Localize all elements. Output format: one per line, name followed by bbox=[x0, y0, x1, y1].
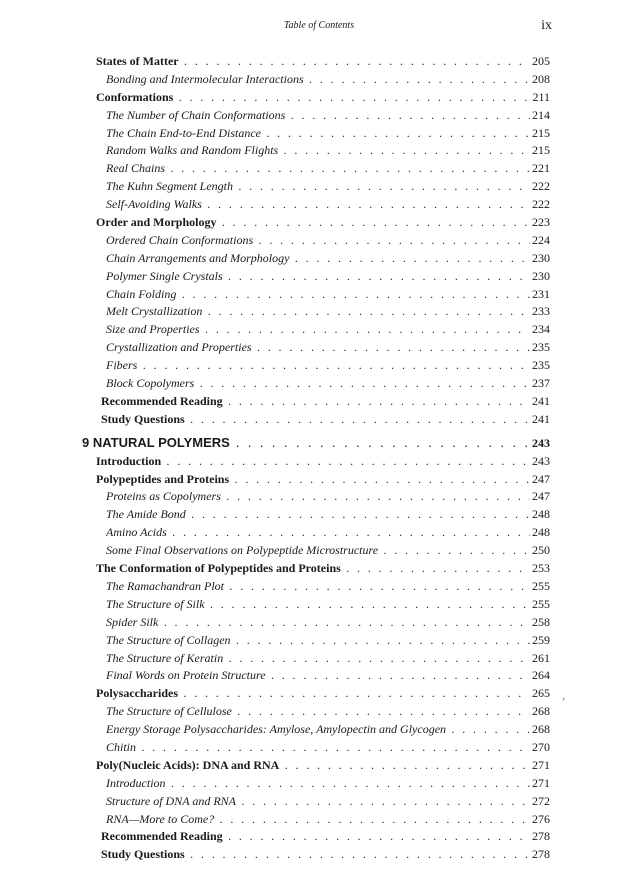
toc-entry-page: 230 bbox=[532, 268, 550, 283]
toc-entry-page: 223 bbox=[532, 215, 550, 230]
toc-entry-page: 231 bbox=[532, 286, 550, 301]
toc-entry[interactable] bbox=[0, 53, 638, 71]
toc-entry-label: The Conformation of Polypeptides and Proteins . . . bbox=[96, 560, 530, 578]
toc-entry-page: 278 bbox=[532, 829, 550, 844]
toc-entry[interactable] bbox=[0, 811, 638, 829]
toc-entry-label: Study Questions . . . bbox=[101, 411, 530, 429]
toc-entry-page: 255 bbox=[532, 596, 550, 611]
toc-entry-page: 237 bbox=[532, 376, 550, 391]
toc-entry-label: The Ramachandran Plot . . . bbox=[106, 578, 530, 596]
toc-entry-label: Chain Folding . . . bbox=[106, 286, 530, 304]
toc-entry-page: 255 bbox=[532, 578, 550, 593]
toc-entry-label: The Structure of Collagen . . . bbox=[106, 632, 530, 650]
toc-entry[interactable] bbox=[0, 142, 638, 160]
toc-entry-page: 243 bbox=[532, 435, 550, 450]
toc-entry[interactable] bbox=[0, 721, 638, 739]
toc-entry-page: 268 bbox=[532, 704, 550, 719]
toc-entry-label: Poly(Nucleic Acids): DNA and RNA . . . bbox=[96, 757, 530, 775]
toc-entry[interactable] bbox=[0, 596, 638, 614]
toc-entry[interactable] bbox=[0, 650, 638, 668]
toc-entry-label: Some Final Observations on Polypeptide Microstructure . . . bbox=[106, 542, 530, 560]
toc-entry[interactable] bbox=[0, 393, 638, 411]
toc-entry[interactable] bbox=[0, 321, 638, 339]
toc-entry-label: Fibers . . . bbox=[106, 357, 530, 375]
toc-entry[interactable] bbox=[0, 846, 638, 864]
toc-entry-label: Block Copolymers . . . bbox=[106, 375, 530, 393]
toc-entry[interactable] bbox=[0, 232, 638, 250]
toc-entry-label: Polymer Single Crystals . . . bbox=[106, 268, 530, 286]
toc-entry-label: Size and Properties . . . bbox=[106, 321, 530, 339]
toc-entry[interactable] bbox=[0, 703, 638, 721]
toc-entry-label: Polypeptides and Proteins . . . bbox=[96, 471, 530, 489]
toc-entry[interactable] bbox=[0, 214, 638, 232]
toc-entry[interactable] bbox=[0, 775, 638, 793]
toc-entry-label: Amino Acids . . . bbox=[106, 524, 530, 542]
toc-entry-label: Final Words on Protein Structure . . . bbox=[106, 667, 530, 685]
toc-entry-label: Ordered Chain Conformations . . . bbox=[106, 232, 530, 250]
toc-entry[interactable] bbox=[0, 178, 638, 196]
toc-entry-label: RNA—More to Come? . . . bbox=[106, 811, 530, 829]
toc-entry-label: Recommended Reading . . . bbox=[101, 393, 530, 411]
table-of-contents bbox=[0, 53, 638, 864]
toc-entry[interactable] bbox=[0, 488, 638, 506]
toc-entry-page: 222 bbox=[532, 179, 550, 194]
toc-entry-page: 241 bbox=[532, 393, 550, 408]
toc-entry-page: 261 bbox=[532, 650, 550, 665]
toc-entry-page: 230 bbox=[532, 250, 550, 265]
toc-entry-page: 235 bbox=[532, 340, 550, 355]
toc-entry-label: Self-Avoiding Walks . . . bbox=[106, 196, 530, 214]
running-title: Table of Contents bbox=[283, 20, 355, 31]
toc-entry-label: Structure of DNA and RNA . . . bbox=[106, 793, 530, 811]
toc-entry[interactable] bbox=[0, 614, 638, 632]
toc-entry-label: Introduction . . . bbox=[96, 453, 530, 471]
toc-entry-label: Crystallization and Properties . . . bbox=[106, 339, 530, 357]
toc-entry-page: 235 bbox=[532, 358, 550, 373]
toc-entry-page: 250 bbox=[532, 543, 550, 558]
toc-entry-page: 270 bbox=[532, 739, 550, 754]
toc-entry-page: 211 bbox=[532, 89, 550, 104]
toc-entry-page: 221 bbox=[532, 161, 550, 176]
toc-entry[interactable] bbox=[0, 524, 638, 542]
toc-entry-page: 265 bbox=[532, 686, 550, 701]
toc-entry[interactable] bbox=[0, 506, 638, 524]
toc-entry-label: States of Matter . . . bbox=[96, 53, 530, 71]
toc-entry[interactable] bbox=[0, 471, 638, 489]
toc-entry-page: 278 bbox=[532, 847, 550, 862]
toc-entry-page: 248 bbox=[532, 507, 550, 522]
toc-entry[interactable] bbox=[0, 89, 638, 107]
toc-entry-label: Energy Storage Polysaccharides: Amylose, Amylopectin and Glycogen . . . bbox=[106, 721, 530, 739]
toc-entry[interactable] bbox=[0, 160, 638, 178]
toc-entry-page: 241 bbox=[532, 411, 550, 426]
toc-entry[interactable] bbox=[0, 339, 638, 357]
toc-entry-label: Chain Arrangements and Morphology . . . bbox=[106, 250, 530, 268]
toc-entry[interactable] bbox=[0, 578, 638, 596]
toc-entry[interactable] bbox=[0, 196, 638, 214]
toc-entry-page: 268 bbox=[532, 722, 550, 737]
toc-entry-label: Random Walks and Random Flights . . . bbox=[106, 142, 530, 160]
stray-mark: ’ bbox=[562, 697, 566, 708]
toc-entry-page: 215 bbox=[532, 143, 550, 158]
toc-entry-label: Recommended Reading . . . bbox=[101, 828, 530, 846]
toc-entry-label: Melt Crystallization . . . bbox=[106, 303, 530, 321]
toc-entry[interactable] bbox=[0, 453, 638, 471]
toc-entry-label: The Kuhn Segment Length . . . bbox=[106, 178, 530, 196]
toc-entry[interactable] bbox=[0, 303, 638, 321]
toc-entry[interactable] bbox=[0, 632, 638, 650]
toc-entry-label: Real Chains . . . bbox=[106, 160, 530, 178]
toc-entry-label: Order and Morphology . . . bbox=[96, 214, 530, 232]
toc-entry[interactable] bbox=[0, 375, 638, 393]
toc-entry[interactable] bbox=[0, 685, 638, 703]
toc-entry[interactable] bbox=[0, 757, 638, 775]
toc-entry[interactable] bbox=[0, 125, 638, 143]
toc-chapter[interactable] bbox=[0, 433, 638, 453]
toc-entry[interactable] bbox=[0, 71, 638, 89]
toc-entry-page: 271 bbox=[532, 757, 550, 772]
toc-entry-page: 276 bbox=[532, 811, 550, 826]
toc-entry[interactable] bbox=[0, 739, 638, 757]
toc-entry[interactable] bbox=[0, 268, 638, 286]
toc-entry-page: 271 bbox=[532, 775, 550, 790]
toc-entry-label: Chitin . . . bbox=[106, 739, 530, 757]
toc-entry[interactable] bbox=[0, 286, 638, 304]
toc-entry-label: The Number of Chain Conformations . . . bbox=[106, 107, 530, 125]
toc-entry-label: Introduction . . . bbox=[106, 775, 530, 793]
toc-entry[interactable] bbox=[0, 542, 638, 560]
toc-entry-page: 259 bbox=[532, 632, 550, 647]
toc-entry[interactable] bbox=[0, 828, 638, 846]
toc-entry[interactable] bbox=[0, 411, 638, 429]
toc-entry-page: 272 bbox=[532, 793, 550, 808]
toc-entry-page: 214 bbox=[532, 107, 550, 122]
toc-entry-page: 234 bbox=[532, 322, 550, 337]
toc-entry-page: 253 bbox=[532, 561, 550, 576]
toc-entry-label: Spider Silk . . . bbox=[106, 614, 530, 632]
toc-entry-page: 205 bbox=[532, 54, 550, 68]
toc-entry-label: The Chain End-to-End Distance . . . bbox=[106, 125, 530, 143]
toc-entry[interactable] bbox=[0, 357, 638, 375]
toc-entry-page: 258 bbox=[532, 614, 550, 629]
toc-entry-page: 247 bbox=[532, 471, 550, 486]
toc-entry-label: Bonding and Intermolecular Interactions . . . bbox=[106, 71, 530, 89]
toc-entry-page: 222 bbox=[532, 197, 550, 212]
toc-entry-label: The Structure of Silk . . . bbox=[106, 596, 530, 614]
page-number: ix bbox=[541, 18, 552, 33]
toc-entry-page: 215 bbox=[532, 125, 550, 140]
toc-entry-label: The Structure of Cellulose . . . bbox=[106, 703, 530, 721]
toc-entry-label: The Structure of Keratin . . . bbox=[106, 650, 530, 668]
toc-entry[interactable] bbox=[0, 560, 638, 578]
toc-entry-page: 264 bbox=[532, 668, 550, 683]
page-header bbox=[0, 18, 638, 34]
toc-entry-page: 233 bbox=[532, 304, 550, 319]
toc-entry-label: Proteins as Copolymers . . . bbox=[106, 488, 530, 506]
toc-entry-page: 243 bbox=[532, 453, 550, 468]
toc-entry[interactable] bbox=[0, 107, 638, 125]
toc-entry-page: 224 bbox=[532, 232, 550, 247]
toc-entry-label: Polysaccharides . . . bbox=[96, 685, 530, 703]
toc-entry[interactable] bbox=[0, 250, 638, 268]
toc-entry-page: 248 bbox=[532, 525, 550, 540]
toc-entry-page: 208 bbox=[532, 71, 550, 86]
toc-entry-label: Conformations . . . bbox=[96, 89, 530, 107]
toc-entry-label: 9 NATURAL POLYMERS . . . bbox=[82, 433, 530, 453]
toc-entry-page: 247 bbox=[532, 489, 550, 504]
toc-entry[interactable] bbox=[0, 793, 638, 811]
toc-entry[interactable] bbox=[0, 667, 638, 685]
toc-entry-label: Study Questions . . . bbox=[101, 846, 530, 864]
toc-entry-label: The Amide Bond . . . bbox=[106, 506, 530, 524]
